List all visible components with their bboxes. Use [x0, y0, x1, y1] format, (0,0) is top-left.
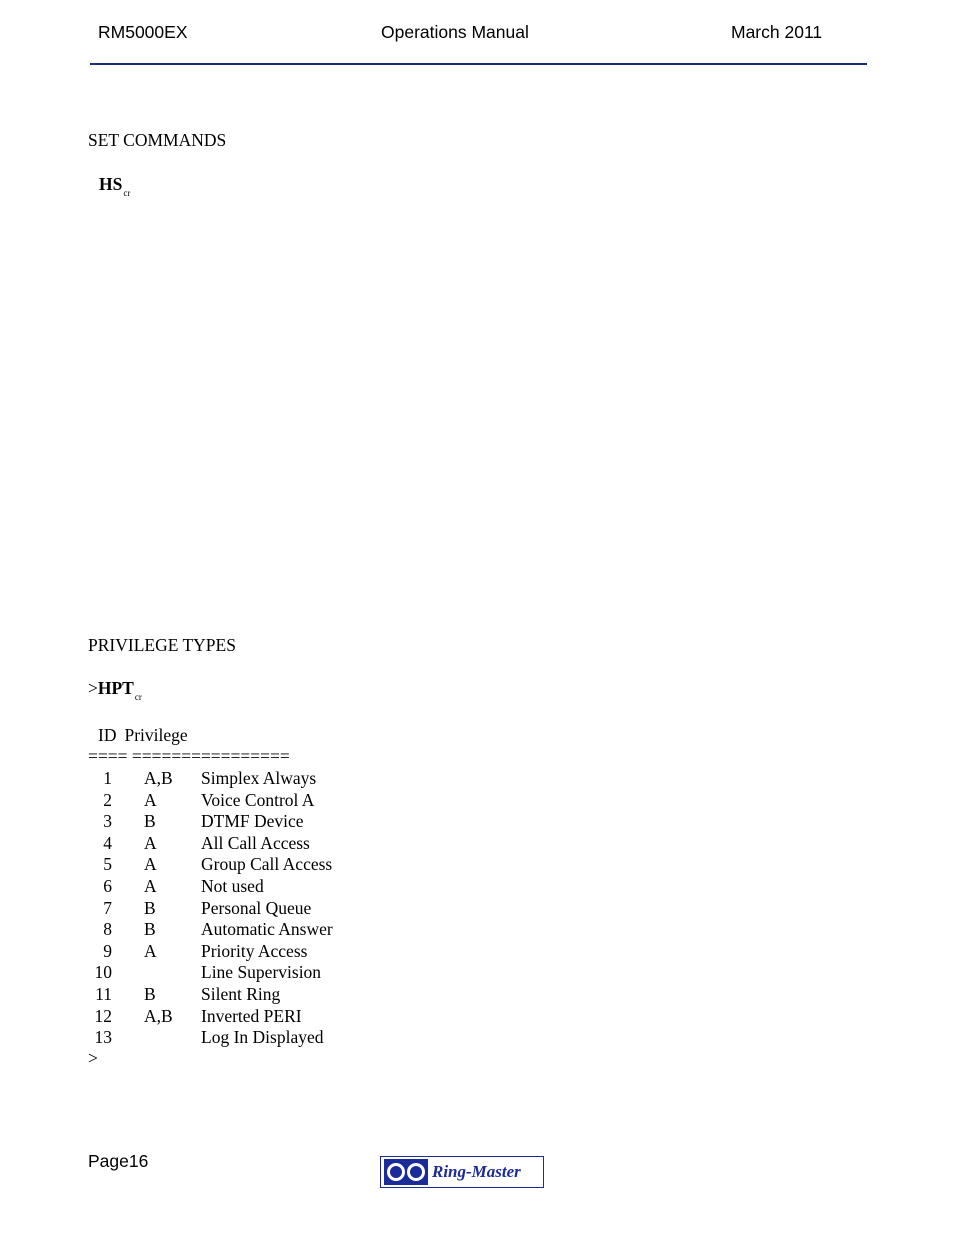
- privilege-name: Line Supervision: [201, 962, 322, 983]
- privilege-name: All Call Access: [201, 832, 310, 853]
- table-row: [0, 919, 400, 941]
- privilege-id: 2: [103, 789, 112, 810]
- ring-icon: [407, 1163, 425, 1181]
- privilege-channel: A: [144, 940, 157, 961]
- table-row: [0, 1027, 400, 1049]
- table-rule: ==== ================: [88, 746, 290, 766]
- column-header-privilege: Privilege: [124, 725, 188, 745]
- table-row: [0, 941, 400, 963]
- privilege-name: Not used: [201, 875, 264, 896]
- table-header: [98, 725, 188, 745]
- table-row: [0, 898, 400, 920]
- privilege-id: 9: [103, 940, 112, 961]
- privilege-name: Log In Displayed: [201, 1027, 324, 1048]
- header-date: March 2011: [731, 22, 823, 42]
- ring-master-logo: [380, 1156, 544, 1188]
- table-row: [0, 790, 400, 812]
- privilege-name: DTMF Device: [201, 811, 304, 832]
- privilege-name: Silent Ring: [201, 983, 281, 1004]
- privilege-name: Priority Access: [201, 940, 308, 961]
- privilege-id: 3: [103, 811, 112, 832]
- command-hpt: [88, 678, 142, 707]
- table-row: [0, 876, 400, 898]
- command-subscript: cr: [123, 188, 131, 198]
- header-product: RM5000EX: [98, 22, 188, 42]
- privilege-channel: A: [144, 832, 157, 853]
- section-title-set-commands: SET COMMANDS: [88, 130, 227, 150]
- privilege-id: 8: [103, 919, 112, 940]
- table-row: [0, 1006, 400, 1028]
- logo-text: Ring-Master: [432, 1162, 521, 1181]
- privilege-channel: B: [144, 919, 156, 940]
- table-row: [0, 833, 400, 855]
- privilege-channel: A,B: [144, 768, 173, 788]
- page-number: Page16: [88, 1151, 149, 1171]
- privilege-id: 10: [94, 962, 112, 983]
- logo-rings-icon: [384, 1159, 428, 1185]
- table-row: [0, 984, 400, 1006]
- privilege-channel: B: [144, 897, 156, 918]
- command-subscript: cr: [134, 692, 142, 702]
- privilege-name: Automatic Answer: [201, 919, 333, 940]
- command-name: HPT: [97, 678, 134, 698]
- header-title: Operations Manual: [381, 22, 529, 42]
- privilege-id: 12: [94, 1005, 112, 1026]
- table-row: [0, 854, 400, 876]
- column-header-id: ID: [98, 725, 117, 745]
- privilege-channel: A: [144, 854, 157, 875]
- privilege-id: 13: [94, 1027, 112, 1048]
- privilege-id: 7: [103, 897, 112, 918]
- privilege-id: 5: [103, 854, 112, 875]
- privilege-channel: A,B: [144, 1005, 173, 1026]
- privilege-channel: A: [144, 789, 157, 810]
- privilege-name: Simplex Always: [201, 768, 317, 788]
- table-row: [0, 768, 400, 790]
- table-row: [0, 962, 400, 984]
- command-hs: [99, 174, 130, 203]
- privilege-id: 4: [103, 832, 112, 853]
- end-prompt: >: [88, 1048, 98, 1068]
- privilege-id: 1: [103, 768, 112, 788]
- privilege-name: Voice Control A: [201, 789, 315, 810]
- command-name: HS: [99, 174, 123, 194]
- section-title-privilege-types: PRIVILEGE TYPES: [88, 635, 236, 655]
- privilege-name: Personal Queue: [201, 897, 312, 918]
- privilege-channel: B: [144, 811, 156, 832]
- privilege-name: Group Call Access: [201, 854, 333, 875]
- privilege-channel: A: [144, 875, 157, 896]
- prompt-symbol: >: [88, 678, 98, 698]
- header-divider: [90, 63, 867, 65]
- privilege-id: 6: [103, 875, 112, 896]
- privilege-id: 11: [95, 983, 112, 1004]
- privilege-name: Inverted PERI: [201, 1005, 302, 1026]
- table-row: [0, 811, 400, 833]
- privilege-channel: B: [144, 983, 156, 1004]
- privilege-table: [0, 768, 400, 1049]
- ring-icon: [387, 1163, 405, 1181]
